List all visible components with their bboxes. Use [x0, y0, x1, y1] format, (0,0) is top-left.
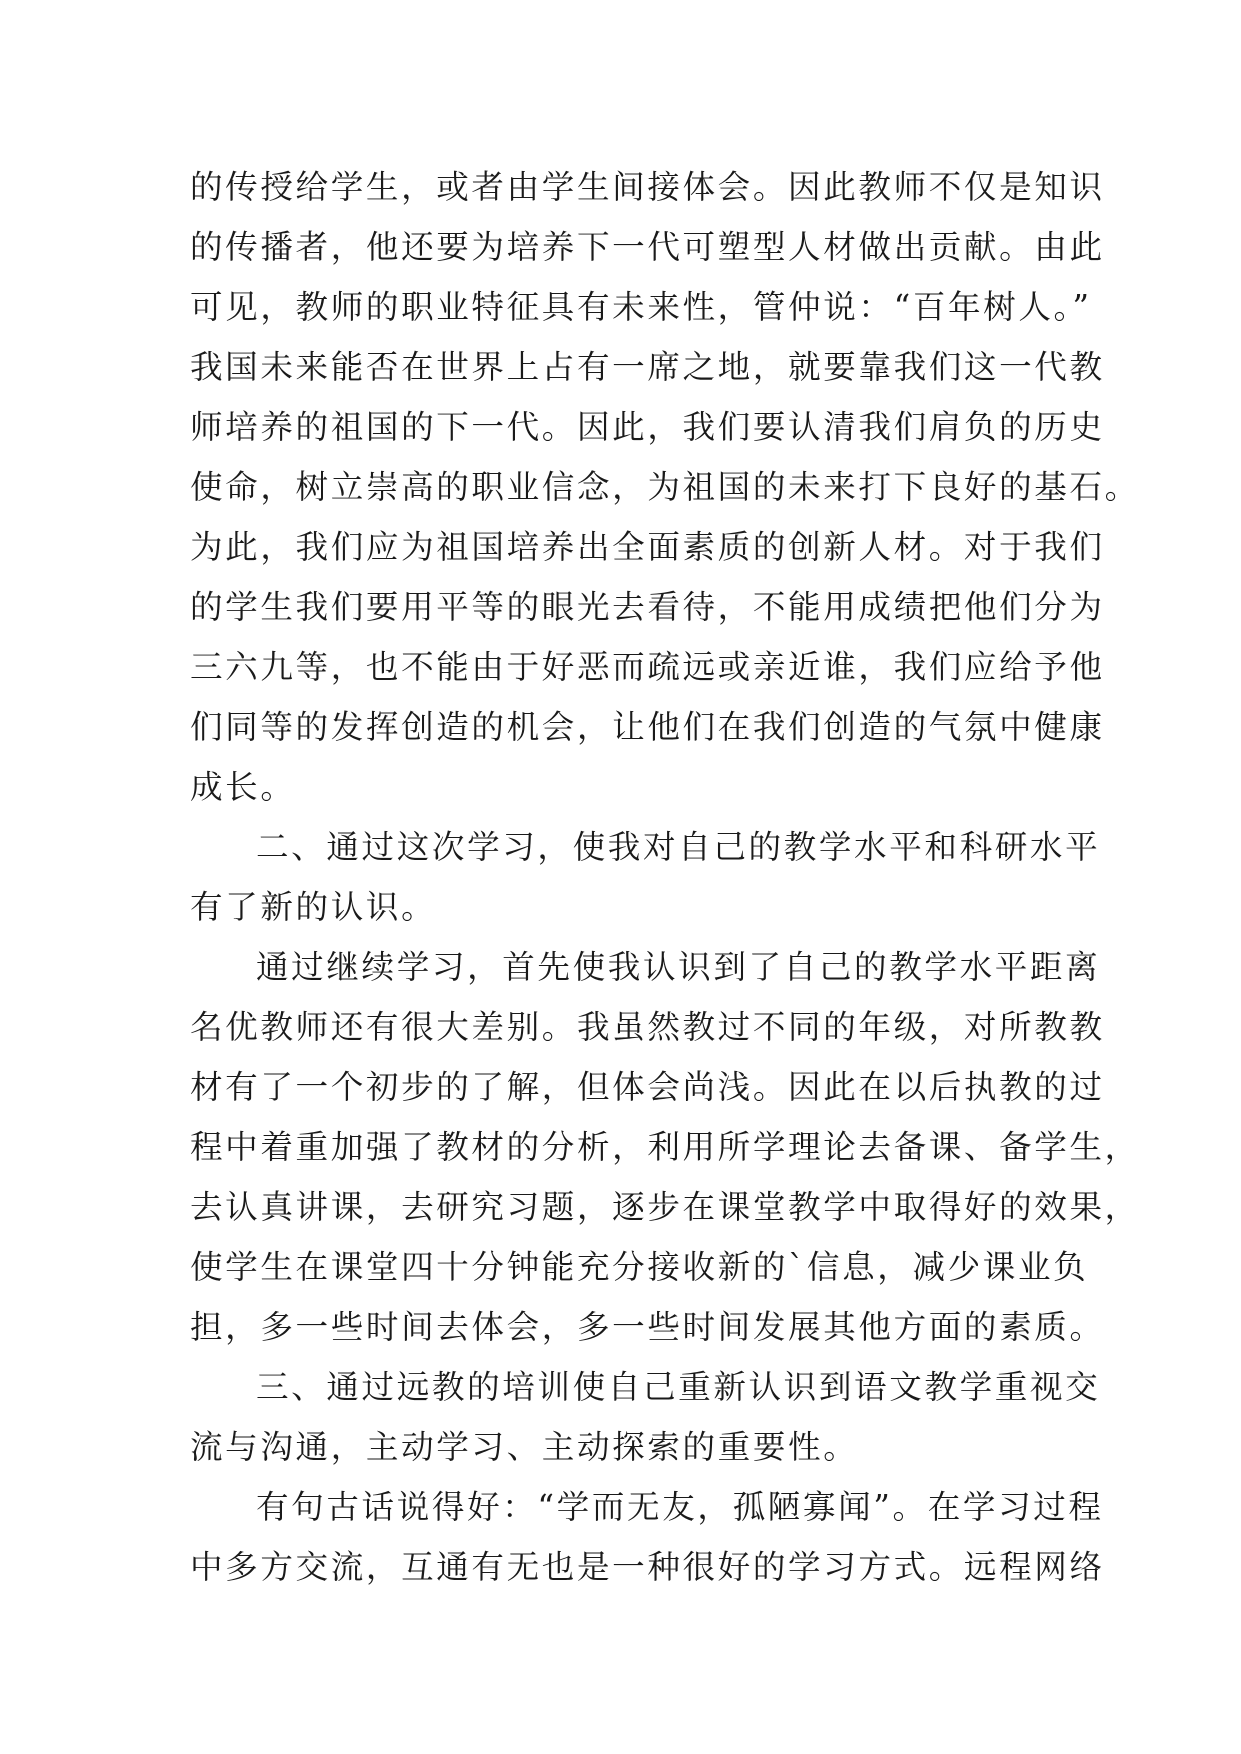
- text-line: 师培养的祖国的下一代。因此，我们要认清我们肩负的历史: [190, 408, 1105, 446]
- text-line: 材有了一个初步的了解，但体会尚浅。因此在以后执教的过: [190, 1068, 1105, 1106]
- section-heading-three: 三、通过远教的培训使自己重新认识到语文教学重视交: [256, 1368, 1101, 1406]
- text-line: 流与沟通，主动学习、主动探索的重要性。: [190, 1428, 859, 1466]
- text-line: 我国未来能否在世界上占有一席之地，就要靠我们这一代教: [190, 348, 1105, 386]
- text-line: 名优教师还有很大差别。我虽然教过不同的年级，对所教教: [190, 1008, 1105, 1046]
- text-line: 使学生在课堂四十分钟能充分接收新的`信息，减少课业负: [190, 1248, 1089, 1286]
- text-line: 使命，树立崇高的职业信念，为祖国的未来打下良好的基石。: [190, 468, 1140, 506]
- text-line: 的学生我们要用平等的眼光去看待，不能用成绩把他们分为: [190, 588, 1105, 626]
- text-line: 成长。: [190, 768, 296, 806]
- body-text: [190, 157, 1140, 1597]
- paragraph-start: 通过继续学习，首先使我认识到了自己的教学水平距离: [256, 948, 1101, 986]
- text-line: 去认真讲课，去研究习题，逐步在课堂教学中取得好的效果，: [190, 1188, 1140, 1226]
- text-line: 三六九等，也不能由于好恶而疏远或亲近谁，我们应给予他: [190, 648, 1105, 686]
- text-line: 的传播者，他还要为培养下一代可塑型人材做出贡献。由此: [190, 228, 1105, 266]
- text-line: 有了新的认识。: [190, 888, 437, 926]
- text-line: 程中着重加强了教材的分析，利用所学理论去备课、备学生，: [190, 1128, 1140, 1166]
- paragraph-start: 有句古话说得好：“学而无友，孤陋寡闻”。在学习过程: [256, 1488, 1104, 1526]
- text-line: 们同等的发挥创造的机会，让他们在我们创造的气氛中健康: [190, 708, 1105, 746]
- section-heading-two: 二、通过这次学习，使我对自己的教学水平和科研水平: [256, 828, 1101, 866]
- text-line: 担，多一些时间去体会，多一些时间发展其他方面的素质。: [190, 1308, 1105, 1346]
- text-line: 为此，我们应为祖国培养出全面素质的创新人材。对于我们: [190, 528, 1105, 566]
- text-line: 可见，教师的职业特征具有未来性，管仲说：“百年树人。”: [190, 288, 1092, 326]
- text-line: 的传授给学生，或者由学生间接体会。因此教师不仅是知识: [190, 168, 1105, 206]
- text-line: 中多方交流，互通有无也是一种很好的学习方式。远程网络: [190, 1548, 1105, 1586]
